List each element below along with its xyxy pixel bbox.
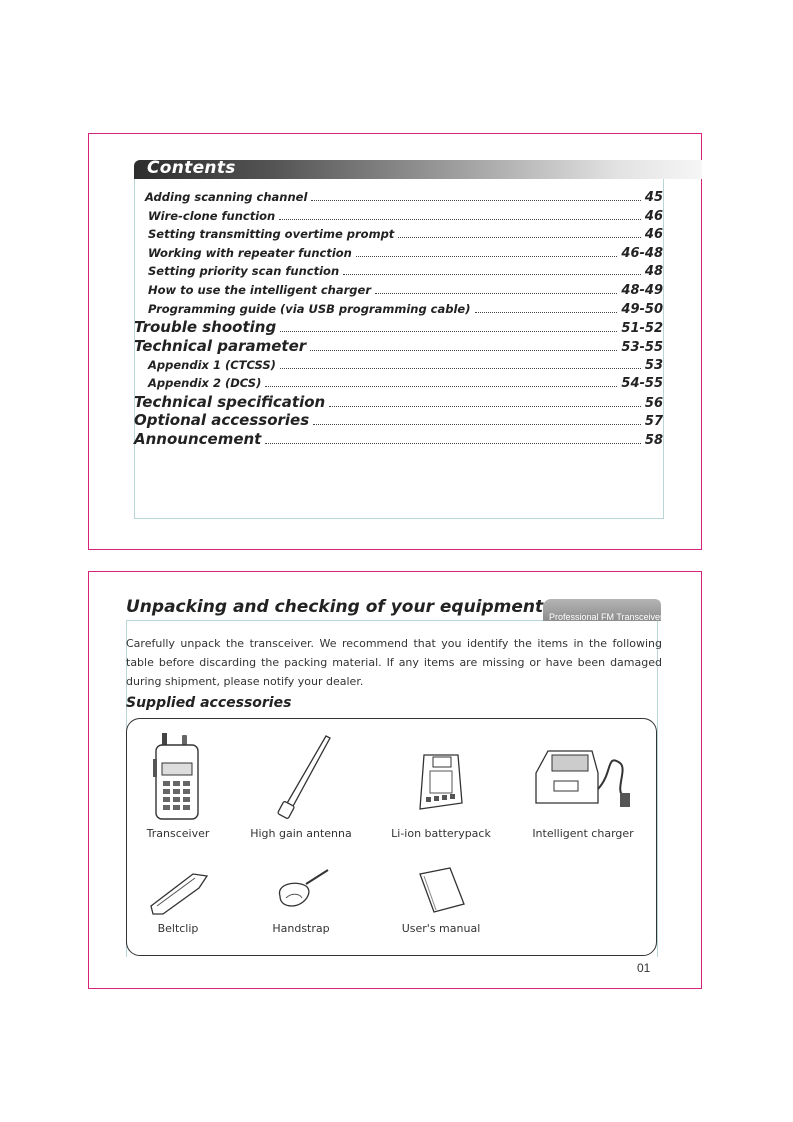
toc-entry-page: 48: [644, 264, 663, 279]
toc-entry[interactable]: [134, 430, 663, 448]
toc-entry-label: Programming guide (via USB programming cable): [148, 302, 471, 316]
toc-entry-label: Appendix 2 (DCS): [148, 376, 262, 390]
intro-paragraph: Carefully unpack the transceiver. We recommend that you identify the items in the following table before discarding the packing material. If any items are missing or have been damaged during shipment, please notify your dealer.: [126, 637, 662, 688]
toc-entry-label: Trouble shooting: [134, 318, 277, 336]
toc-leader-dots: [398, 237, 641, 238]
toc-entry[interactable]: [148, 227, 663, 242]
toc-leader-dots: [356, 256, 618, 257]
toc-leader-dots: [280, 331, 617, 332]
toc-entry-label: Announcement: [134, 430, 262, 448]
toc-entry-page: 46: [644, 209, 663, 224]
handstrap-icon: [266, 866, 336, 916]
toc-entry-page: 56: [644, 396, 663, 411]
toc-entry[interactable]: [148, 264, 663, 279]
accessory-item: [113, 733, 243, 840]
toc-entry[interactable]: [148, 376, 663, 391]
toc-entry-label: How to use the intelligent charger: [148, 283, 371, 297]
toc-entry-page: 46-48: [621, 246, 663, 261]
toc-entry[interactable]: [134, 318, 663, 336]
toc-entry[interactable]: [134, 411, 663, 429]
toc-entry-label: Technical parameter: [134, 337, 307, 355]
charger-icon: [528, 733, 638, 821]
page-title: Unpacking and checking of your equipment: [126, 597, 544, 617]
toc-leader-dots: [475, 312, 618, 313]
accessory-item: [376, 866, 506, 935]
toc-entry[interactable]: [134, 337, 663, 355]
toc-entry-page: 53-55: [621, 340, 663, 355]
toc-entry-page: 48-49: [621, 283, 663, 298]
toc-entry-page: 58: [644, 433, 663, 448]
beltclip-icon: [143, 866, 213, 916]
section-title: Supplied accessories: [126, 695, 292, 711]
toc-entry-label: Technical specification: [134, 393, 326, 411]
toc-entry-label: Adding scanning channel: [145, 190, 308, 204]
page-number: 01: [637, 961, 651, 975]
toc-entry-page: 49-50: [621, 302, 663, 317]
accessory-item: [236, 733, 366, 840]
toc-entry-label: Appendix 1 (CTCSS): [148, 358, 276, 372]
toc-leader-dots: [313, 424, 641, 425]
toc-leader-dots: [279, 219, 641, 220]
accessory-item: [236, 866, 366, 935]
toc-entry-page: 54-55: [621, 376, 663, 391]
contents-title: Contents: [147, 158, 236, 178]
accessory-item: [518, 733, 648, 840]
toc-entry[interactable]: [148, 246, 663, 261]
toc-leader-dots: [343, 274, 641, 275]
toc-entry[interactable]: [145, 190, 663, 205]
toc-leader-dots: [265, 443, 641, 444]
toc-entry-page: 53: [644, 358, 663, 373]
toc-entry[interactable]: [148, 209, 663, 224]
toc-entry-label: Setting priority scan function: [148, 264, 340, 278]
battery-icon: [406, 733, 476, 821]
accessory-label: Transceiver: [146, 827, 210, 840]
toc-entry-label: Setting transmitting overtime prompt: [148, 227, 395, 241]
accessory-item: [376, 733, 506, 840]
toc-entry-label: Working with repeater function: [148, 246, 352, 260]
accessory-label: Intelligent charger: [532, 827, 634, 840]
manual-icon: [406, 866, 476, 916]
toc-leader-dots: [311, 200, 640, 201]
toc-entry-label: Wire-clone function: [148, 209, 276, 223]
header-tab-label: Professional FM Transceiver: [549, 612, 664, 622]
toc-entry-page: 51-52: [621, 321, 663, 336]
accessory-item: [113, 866, 243, 935]
accessory-label: High gain antenna: [250, 827, 352, 840]
toc-entry-page: 46: [644, 227, 663, 242]
toc-entry[interactable]: [148, 358, 663, 373]
toc-entry[interactable]: [148, 302, 663, 317]
antenna-icon: [256, 733, 346, 821]
accessory-label: Beltclip: [157, 922, 199, 935]
toc-leader-dots: [329, 406, 641, 407]
toc-leader-dots: [265, 386, 617, 387]
toc-entry-page: 45: [644, 190, 663, 205]
toc-entry-page: 57: [644, 414, 663, 429]
accessory-label: User's manual: [401, 922, 481, 935]
toc-leader-dots: [375, 293, 617, 294]
toc-entry[interactable]: [134, 393, 663, 411]
transceiver-icon: [148, 733, 208, 821]
toc-entry[interactable]: [148, 283, 663, 298]
toc-leader-dots: [280, 368, 641, 369]
accessory-label: Li-ion batterypack: [391, 827, 491, 840]
accessory-label: Handstrap: [272, 922, 330, 935]
toc-entry-label: Optional accessories: [134, 411, 310, 429]
toc-leader-dots: [310, 350, 617, 351]
